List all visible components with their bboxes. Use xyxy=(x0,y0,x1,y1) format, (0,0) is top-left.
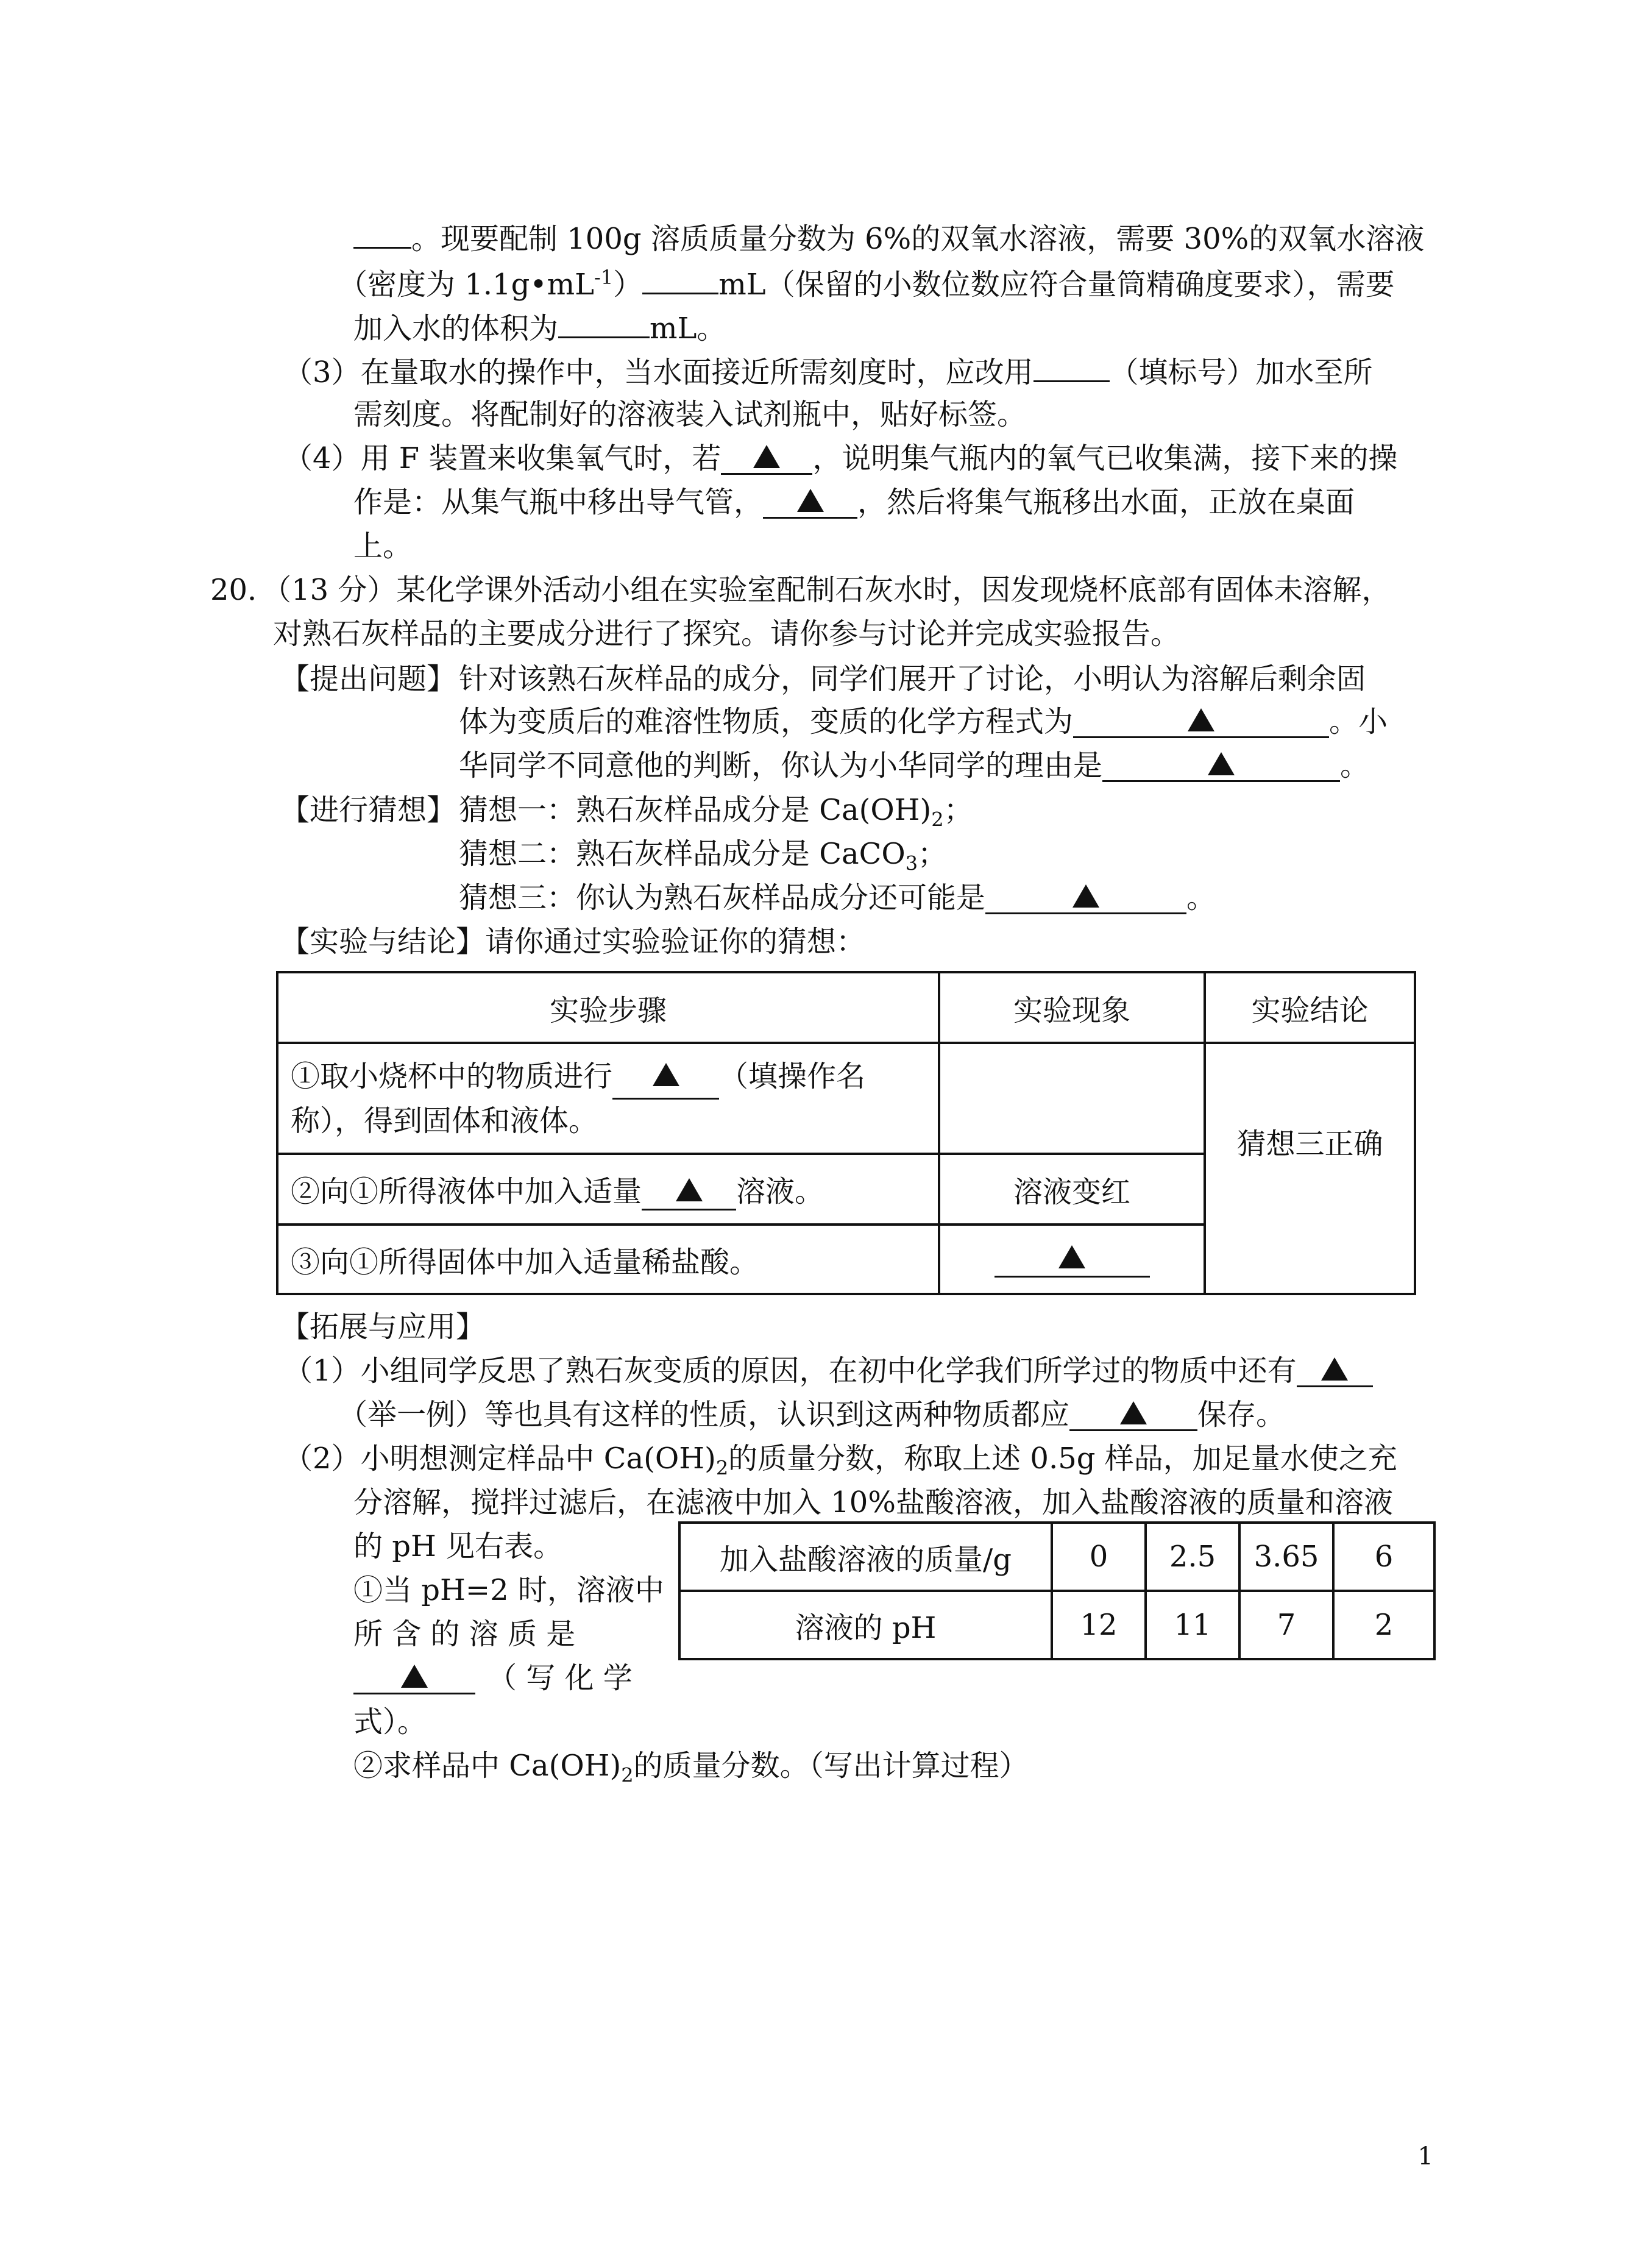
answer-blank xyxy=(994,1242,1150,1278)
ext-1-line2: （举一例）等也具有这样的性质，认识到这两种物质都应 保存。 xyxy=(338,1398,1286,1432)
table-row xyxy=(277,1043,1415,1154)
sub1-line2: 所 含 的 溶 质 是 xyxy=(353,1617,576,1651)
blank xyxy=(558,312,650,338)
answer-blank xyxy=(353,1663,475,1694)
answer-blank xyxy=(721,444,812,475)
cell: 12 xyxy=(1052,1591,1146,1659)
cell: 2 xyxy=(1333,1591,1434,1659)
cell: 6 xyxy=(1333,1523,1434,1591)
conclusion-cell: 猜想三正确 xyxy=(1205,1043,1415,1294)
ask-line3: 华同学不同意他的判断，你认为小华同学的理由是 。 xyxy=(459,748,1370,783)
triangle-icon xyxy=(1120,1401,1147,1424)
obs-1 xyxy=(939,1043,1205,1154)
header-phenomenon: 实验现象 xyxy=(939,972,1205,1043)
q19-line2: （密度为 $1.1g•mL^{-1}$） mL（保留的小数位数应符合量筒精确度要求），需要 xyxy=(338,266,1395,302)
blank xyxy=(1034,356,1110,382)
triangle-icon xyxy=(797,489,824,512)
guess-2: 猜想二：熟石灰样品成分是 CaCO$_3$； xyxy=(459,837,948,875)
sub1-line4: 式）。 xyxy=(353,1705,427,1739)
step-1: ①取小烧杯中的物质进行 （填操作名 称），得到固体和液体。 xyxy=(277,1043,939,1154)
header-steps: 实验步骤 xyxy=(277,972,939,1043)
triangle-icon xyxy=(1072,884,1099,908)
triangle-icon xyxy=(1208,752,1235,775)
ask-label: 【提出问题】 xyxy=(280,662,456,696)
q19-part4-line2: 作是：从集气瓶中移出导气管， ，然后将集气瓶移出水面，正放在桌面 xyxy=(353,485,1355,519)
triangle-icon xyxy=(1321,1357,1348,1381)
triangle-icon xyxy=(676,1178,703,1201)
table-header-row xyxy=(277,972,1415,1043)
cell: 2.5 xyxy=(1146,1523,1239,1591)
triangle-icon xyxy=(1188,708,1214,731)
answer-blank xyxy=(763,488,857,519)
guess-3: 猜想三：你认为熟石灰样品成分还可能是 。 xyxy=(459,881,1216,915)
q19-part4-line1: （4）用 F 装置来收集氧气时，若 ，说明集气瓶内的氧气已收集满，接下来的操 xyxy=(283,441,1398,475)
answer-blank xyxy=(1297,1356,1373,1387)
header-conclusion: 实验结论 xyxy=(1205,972,1415,1043)
answer-blank xyxy=(985,883,1186,914)
ext-label: 【拓展与应用】 xyxy=(280,1310,486,1344)
blank xyxy=(642,268,718,294)
experiment-line: 【实验与结论】请你通过实验验证你的猜想： xyxy=(280,925,866,959)
guess-label: 【进行猜想】 xyxy=(280,793,456,827)
row-label: 溶液的 pH xyxy=(679,1591,1052,1659)
cell: 3.65 xyxy=(1239,1523,1333,1591)
ext-2-line2: 分溶解，搅拌过滤后，在滤液中加入 10%盐酸溶液，加入盐酸溶液的质量和溶液 xyxy=(353,1485,1393,1520)
row-label: 加入盐酸溶液的质量/g xyxy=(679,1523,1052,1591)
q19-part3-line1: （3）在量取水的操作中，当水面接近所需刻度时，应改用 （填标号）加水至所 xyxy=(283,355,1373,389)
triangle-icon xyxy=(653,1063,679,1086)
step-3: ③向①所得固体中加入适量稀盐酸。 xyxy=(277,1225,939,1294)
experiment-table xyxy=(276,971,1416,1295)
cell: 7 xyxy=(1239,1591,1333,1659)
answer-blank xyxy=(1073,707,1329,738)
sub2: ②求样品中 $Ca(OH)_2$的质量分数。（写出计算过程） xyxy=(353,1749,1029,1787)
answer-blank xyxy=(642,1175,736,1210)
ph-table xyxy=(678,1521,1436,1660)
ext-2-line3: 的 pH 见右表。 xyxy=(353,1529,563,1563)
triangle-icon xyxy=(1058,1245,1085,1268)
guess-1: 猜想一：熟石灰样品成分是 $Ca(OH)_2$； xyxy=(459,793,973,831)
ask-line2: 体为变质后的难溶性物质，变质的化学方程式为 。小 xyxy=(459,705,1388,739)
q20-head: 20．（13 分）某化学课外活动小组在实验室配制石灰水时，因发现烧杯底部有固体未溶解， xyxy=(210,573,1391,607)
obs-2: 溶液变红 xyxy=(939,1154,1205,1225)
obs-3 xyxy=(939,1225,1205,1294)
q19-part3-line2: 需刻度。将配制好的溶液装入试剂瓶中，贴好标签。 xyxy=(353,397,1027,432)
answer-blank xyxy=(612,1055,719,1100)
answer-blank xyxy=(1069,1400,1197,1431)
triangle-icon xyxy=(753,445,780,468)
blank xyxy=(353,222,411,249)
cell: 11 xyxy=(1146,1591,1239,1659)
sub1-line1: ①当 pH=2 时，溶液中 xyxy=(353,1573,664,1607)
cell: 0 xyxy=(1052,1523,1146,1591)
step-2: ②向①所得液体中加入适量 溶液。 xyxy=(277,1154,939,1225)
sub1-line3: （ 写 化 学 xyxy=(353,1663,633,1694)
q19-line3: 加入水的体积为 mL。 xyxy=(353,311,726,346)
q19-part4-line3: 上。 xyxy=(353,529,413,563)
table-row xyxy=(679,1523,1434,1591)
q20-head2: 对熟石灰样品的主要成分进行了探究。请你参与讨论并完成实验报告。 xyxy=(273,617,1180,651)
triangle-icon xyxy=(401,1665,428,1688)
ext-2-line1: （2）小明想测定样品中 $Ca(OH)_2$的质量分数，称取上述 0.5g 样品，加足量水使之充 xyxy=(283,1441,1397,1480)
ext-1-line1: （1）小组同学反思了熟石灰变质的原因，在初中化学我们所学过的物质中还有 xyxy=(283,1356,1373,1387)
q19-line1: 。现要配制 100g 溶质质量分数为 6%的双氧水溶液，需要 30%的双氧水溶液 xyxy=(353,222,1424,254)
page-number: 1 xyxy=(1417,2142,1433,2170)
answer-blank xyxy=(1102,751,1340,782)
ask-line1: 针对该熟石灰样品的成分，同学们展开了讨论，小明认为溶解后剩余固 xyxy=(459,662,1366,696)
table-row xyxy=(679,1591,1434,1659)
